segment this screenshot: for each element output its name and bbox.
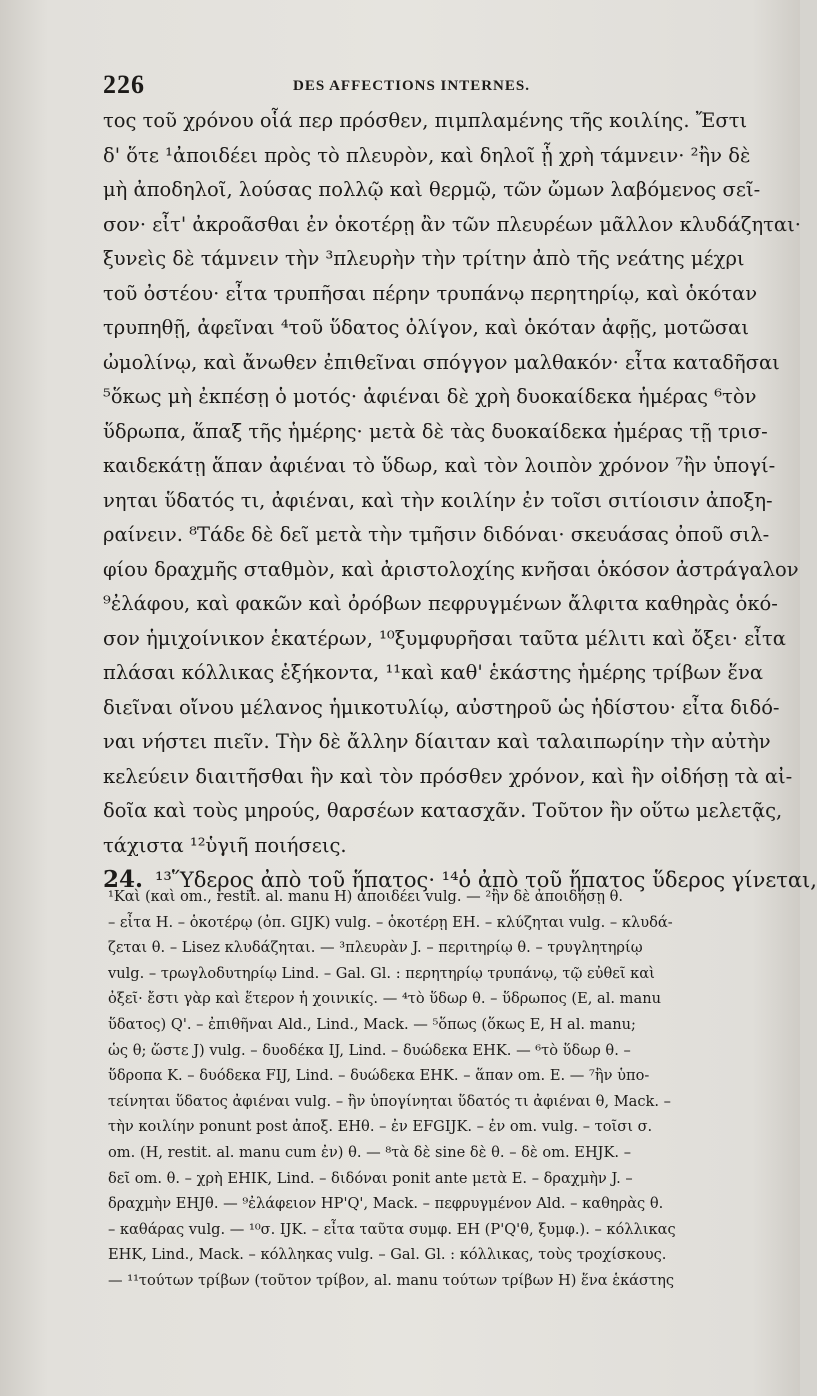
text-line: σον ἡμιχοίνικον ἑκατέρων, ¹⁰ξυμφυρῆσαι ταῦτα μέλιτι καὶ ὄξει· εἶτα (103, 626, 786, 650)
text-line: μὴ ἀποδηλοῖ, λούσας πολλῷ καὶ θερμῷ, τῶν ὤμων λαβόμενος σεῖ- (103, 178, 761, 201)
main-text (103, 104, 817, 898)
text-line: διεῖναι οἴνου μέλανος ἡμικοτυλίῳ, αὐστηροῦ ὡς ἡδίστου· εἶτα διδό- (103, 695, 780, 719)
footnote-line: – καθάρας vulg. — ¹⁰σ. IJK. – εἶτα ταῦτα συμφ. EH (P'Q'θ, ξυμφ.). – κόλλικας (108, 1220, 676, 1238)
text-line: νηται ὕδατός τι, ἀφιέναι, καὶ τὴν κοιλίην ἐν τοῖσι σιτίοισιν ἀποξη- (103, 488, 773, 512)
page-header (103, 70, 743, 102)
text-line: πλάσαι κόλλικας ἑξήκοντα, ¹¹καὶ καθ' ἑκάστης ἡμέρης τρίβων ἕνα (103, 661, 764, 684)
text-line: ναι νήστει πιεῖν. Τὴν δὲ ἄλλην δίαιταν καὶ ταλαιπωρίην τὴν αὐτὴν (103, 730, 771, 753)
footnote-line: ὕδατος) Q'. – ἐπιθῆναι Ald., Lind., Mack. — ⁵ὅπως (ὅκως E, H al. manu; (108, 1015, 636, 1033)
text-line: σον· εἶτ' ἀκροᾶσθαι ἐν ὁκοτέρῃ ἂν τῶν πλευρέων μᾶλλον κλυδάζηται· (103, 212, 801, 236)
text-line: κελεύειν διαιτῆσθαι ἣν καὶ τὸν πρόσθεν χρόνον, καὶ ἢν οἰδήσῃ τὰ αἰ- (103, 764, 793, 788)
footnote-line: δεῖ om. θ. – χρὴ EHIK, Lind. – διδόναι ponit ante μετὰ E. – δραχμὴν J. – (108, 1169, 633, 1187)
text-line: τάχιστα ¹²ὑγιῆ ποιήσεις. (103, 833, 347, 857)
section-number: 24. (103, 866, 144, 893)
text-line: τρυπηθῇ, ἀφεῖναι ⁴τοῦ ὕδατος ὀλίγον, καὶ ὁκόταν ἀφῇς, μοτῶσαι (103, 316, 749, 339)
footnote-line: ὡς θ; ὥστε J) vulg. – δυοδέκα IJ, Lind. – δυώδεκα EHK. — ⁶τὸ ὕδωρ θ. – (108, 1041, 631, 1059)
footnote-line: om. (H, restit. al. manu cum ἐν) θ. — ⁸τὰ δὲ sine δὲ θ. – δὲ om. EHJK. – (108, 1143, 632, 1161)
text-line: ⁹ἐλάφου, καὶ φακῶν καὶ ὀρόβων πεφρυγμένων ἄλφιτα καθηρὰς ὁκό- (103, 592, 778, 615)
footnote-line: ὕδροπα K. – δυόδεκα FIJ, Lind. – δυώδεκα EHK. – ἅπαν om. E. — ⁷ἢν ὑπο- (108, 1067, 650, 1085)
footnote-line: ὀξεῖ· ἔστι γὰρ καὶ ἕτερον ἡ χοινικίς. — ⁴τὸ ὕδωρ θ. – ὕδρωπος (E, al. manu (108, 990, 662, 1008)
text-line: ξυνεὶς δὲ τάμνειν τὴν ³πλευρὴν τὴν τρίτην ἀπὸ τῆς νεάτης μέχρι (103, 247, 745, 270)
text-line: ⁵ὅκως μὴ ἐκπέσῃ ὁ μοτός· ἀφιέναι δὲ χρὴ δυοκαίδεκα ἡμέρας ⁶τὸν (103, 385, 757, 408)
footnote-line: ζεται θ. – Lisez κλυδάζηται. — ³πλευρὰν J. – περιτηρίῳ θ. – τρυγλητηρίῳ (108, 939, 643, 957)
text-line: δ' ὅτε ¹ἀποιδέει πρὸς τὸ πλευρὸν, καὶ δηλοῖ ᾗ χρὴ τάμνειν· ²ἢν δὲ (103, 143, 751, 167)
footnote-line: — ¹¹τούτων τρίβων (τοῦτον τρίβον, al. manu τούτων τρίβων H) ἕνα ἑκάστης (108, 1271, 674, 1289)
running-title: DES AFFECTIONS INTERNES. (293, 78, 530, 94)
text-line: καιδεκάτῃ ἅπαν ἀφιέναι τὸ ὕδωρ, καὶ τὸν λοιπὸν χρόνον ⁷ἢν ὑπογί- (103, 454, 776, 477)
footnote-line: τείνηται ὕδατος ἀφιέναι vulg. – ἢν ὑπογίνηται ὕδατός τι ἀφιέναι θ, Mack. – (108, 1092, 671, 1110)
text-line: τοῦ ὀστέου· εἶτα τρυπῆσαι πέρην τρυπάνῳ περητηρίῳ, καὶ ὁκόταν (103, 281, 758, 305)
text-line: ὕδρωπα, ἅπαξ τῆς ἡμέρης· μετὰ δὲ τὰς δυοκαίδεκα ἡμέρας τῇ τρισ- (103, 419, 768, 443)
footnote-line: vulg. – τρωγλοδυτηρίῳ Lind. – Gal. Gl. : περητηρίῳ τρυπάνῳ, τῷ εὐθεῖ καὶ (108, 964, 655, 982)
footnote-line: EHK, Lind., Mack. – κόλληκας vulg. – Gal. Gl. : κόλλικας, τοὺς τροχίσκους. (108, 1246, 667, 1264)
text-line: ὠμολίνῳ, καὶ ἄνωθεν ἐπιθεῖναι σπόγγον μαλθακόν· εἶτα καταδῆσαι (103, 350, 780, 374)
footnote-line: δραχμὴν EHJθ. — ⁹ἐλάφειον HP'Q', Mack. – πεφρυγμένον Ald. – καθηρὰς θ. (108, 1195, 664, 1213)
text-line: δοῖα καὶ τοὺς μηρούς, θαρσέων κατασχᾶν. Τοῦτον ἢν οὕτω μελετᾷς, (103, 799, 783, 822)
footnote-line: ¹Καὶ (καὶ om., restit. al. manu H) ἀποιδέει vulg. — ²ἢν δὲ ἀποιδήσῃ θ. (108, 888, 623, 905)
text-line: τος τοῦ χρόνου οἷά περ πρόσθεν, πιμπλαμένης τῆς κοιλίης. Ἔστι (103, 109, 748, 132)
section-text: ¹³Ὕδερος ἀπὸ τοῦ ἥπατος· ¹⁴ὁ ἀπὸ τοῦ ἥπατος ὕδερος γίνεται, (155, 868, 817, 892)
text-line: φίου δραχμῆς σταθμὸν, καὶ ἀριστολοχίης κνῆσαι ὁκόσον ἀστράγαλον (103, 557, 799, 581)
footnote-line: τὴν κοιλίην ponunt post ἀποξ. EHθ. – ἐν EFGIJK. – ἐν om. vulg. – τοῖσι σ. (108, 1118, 653, 1136)
page-number: 226 (103, 70, 145, 99)
footnote-line: – εἶτα H. – ὁκοτέρῳ (ὀπ. GIJK) vulg. – ὁκοτέρῃ EH. – κλύζηται vulg. – κλυδά- (108, 913, 673, 931)
text-line: ραίνειν. ⁸Τάδε δὲ δεῖ μετὰ τὴν τμῆσιν διδόναι· σκευάσας ὀποῦ σιλ- (103, 523, 770, 546)
footnotes (108, 884, 738, 1294)
